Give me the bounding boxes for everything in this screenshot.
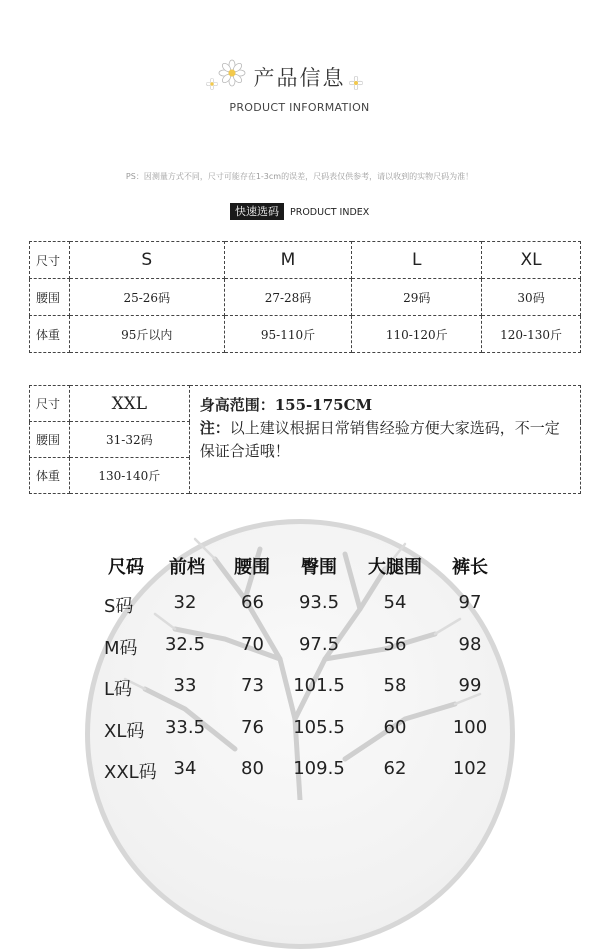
quick-index-label: 快速选码 (230, 203, 284, 220)
row-label: 尺寸 (30, 242, 70, 279)
row-label: 腰围 (30, 279, 70, 316)
row-label: 体重 (30, 458, 70, 494)
cell-front-rise: 34 (173, 758, 197, 779)
size-note (189, 386, 580, 494)
cell-thigh: 62 (383, 758, 407, 779)
row-label: 腰围 (30, 422, 70, 458)
cell-size: L码 (104, 679, 133, 700)
cell-size: XL码 (104, 720, 145, 742)
note-label: 注： (199, 419, 230, 437)
measurement-disclaimer: PS：因测量方式不同，尺寸可能存在1-3cm的误差，尺码表仅供参考，请以收到的实物尺码为准！ (125, 172, 474, 181)
cell-waist: 76 (241, 716, 264, 738)
quick-index-heading (230, 200, 369, 217)
cell-size: S码 (104, 596, 134, 617)
size-cell: XL (482, 242, 581, 279)
column-header-length: 裤长 (452, 557, 488, 578)
column-header-front-rise: 前档 (169, 557, 205, 578)
size-cell: XXL (69, 386, 189, 422)
cell-front-rise: 33.5 (164, 716, 206, 738)
cell-waist: 66 (241, 592, 264, 613)
cell-length: 98 (458, 633, 482, 655)
height-range: 身高范围：155-175CM (199, 396, 373, 414)
note-text: 以上建议根据日常销售经验方便大家选码，不一定保证合适哦！ (199, 419, 560, 460)
size-cell: L (352, 242, 482, 279)
waist-cell: 31-32码 (69, 422, 189, 458)
cell-length: 100 (452, 716, 488, 738)
weight-cell: 110-120斤 (352, 316, 482, 353)
cell-waist: 73 (241, 675, 264, 696)
weight-cell: 95斤以内 (69, 316, 224, 353)
cell-front-rise: 33 (173, 675, 197, 696)
waist-cell: 29码 (352, 279, 482, 316)
cell-front-rise: 32.5 (164, 633, 206, 655)
weight-cell: 95-110斤 (224, 316, 352, 353)
size-cell: S (69, 242, 224, 279)
cell-front-rise: 32 (173, 592, 197, 613)
cell-size: XXL码 (104, 762, 157, 783)
weight-cell: 130-140斤 (69, 458, 189, 494)
cell-hip: 105.5 (293, 716, 345, 738)
column-header-thigh: 大腿围 (368, 557, 422, 578)
size-guide-table (29, 241, 581, 353)
waist-cell: 25-26码 (69, 279, 224, 316)
table-row (30, 279, 581, 316)
table-row (30, 316, 581, 353)
cell-hip: 109.5 (293, 758, 345, 779)
cell-size: M码 (104, 637, 138, 659)
cell-length: 99 (458, 675, 482, 696)
cell-length: 102 (452, 758, 488, 779)
waist-cell: 30码 (482, 279, 581, 316)
cell-thigh: 56 (383, 633, 407, 655)
weight-cell: 120-130斤 (482, 316, 581, 353)
cell-thigh: 58 (383, 675, 407, 696)
cell-waist: 70 (241, 633, 264, 655)
cell-hip: 97.5 (298, 633, 340, 655)
size-guide-table-xxl (29, 385, 581, 494)
table-row (30, 242, 581, 279)
row-label: 体重 (30, 316, 70, 353)
page-title: 产品信息 (253, 66, 346, 90)
table-row (30, 386, 581, 422)
column-header-size: 尺码 (108, 557, 144, 578)
size-cell: M (224, 242, 352, 279)
cell-waist: 80 (241, 758, 264, 779)
column-header-hip: 臀围 (301, 557, 337, 578)
cell-hip: 93.5 (298, 592, 340, 613)
column-header-waist: 腰围 (234, 557, 270, 578)
row-label: 尺寸 (30, 386, 70, 422)
waist-cell: 27-28码 (224, 279, 352, 316)
quick-index-label-en: PRODUCT INDEX (290, 207, 370, 218)
cell-thigh: 54 (383, 592, 407, 613)
page-subtitle: PRODUCT INFORMATION (229, 101, 370, 114)
cell-thigh: 60 (383, 716, 407, 738)
note-body (200, 417, 570, 463)
cell-length: 97 (458, 592, 482, 613)
cell-hip: 101.5 (293, 675, 345, 696)
